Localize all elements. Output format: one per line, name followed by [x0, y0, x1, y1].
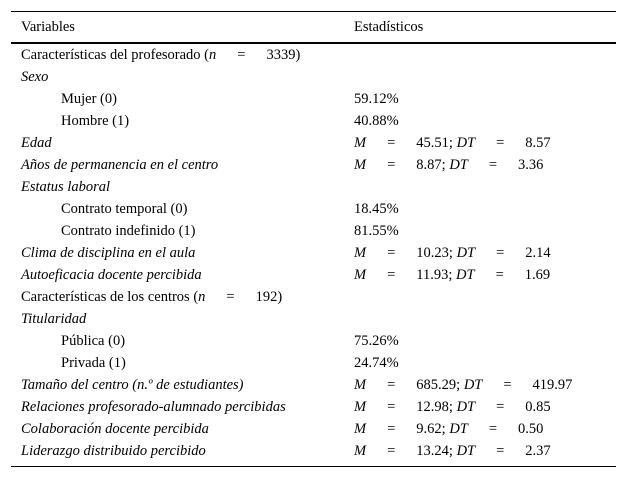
equals-sign: = — [503, 377, 512, 393]
table-row — [11, 88, 616, 110]
sd-symbol: DT — [449, 421, 468, 437]
mean-value: 45.51; — [416, 135, 453, 151]
mean-symbol: M — [354, 421, 367, 437]
row-label: Autoeficacia docente percibida — [21, 267, 202, 283]
row-label: Pública (0) — [61, 333, 126, 349]
sd-value: 419.97 — [532, 377, 573, 393]
sd-symbol: DT — [456, 135, 476, 151]
sd-symbol: DT — [456, 443, 476, 459]
table-bottom-rule — [11, 466, 616, 467]
sd-symbol: DT — [463, 377, 483, 393]
row-label: Contrato temporal (0) — [61, 201, 188, 217]
table-row — [11, 396, 616, 418]
table-row — [11, 264, 616, 286]
row-label: Relaciones profesorado-alumnado percibidas — [21, 399, 286, 415]
row-stat — [354, 264, 550, 286]
mean-symbol: M — [354, 377, 367, 393]
mean-value: 8.87; — [416, 157, 446, 173]
row-label: Privada (1) — [61, 355, 126, 371]
section-title-schools — [21, 286, 282, 308]
sd-value: 0.85 — [525, 399, 551, 415]
equals-sign: = — [387, 157, 396, 173]
row-value: 81.55% — [354, 223, 399, 239]
n-symbol: n — [198, 289, 206, 305]
sd-symbol: DT — [456, 267, 475, 283]
equals-sign: = — [496, 399, 505, 415]
equals-sign: = — [387, 399, 396, 415]
equals-sign: = — [387, 377, 396, 393]
close-paren: ) — [277, 289, 283, 305]
table-row — [11, 220, 616, 242]
sd-value: 3.36 — [518, 157, 544, 173]
table-row — [11, 308, 616, 330]
equals-sign: = — [496, 443, 505, 459]
row-label: Clima de disciplina en el aula — [21, 245, 196, 261]
row-value: 75.26% — [354, 333, 399, 349]
table-row — [11, 242, 616, 264]
row-stat — [354, 374, 572, 396]
row-label: Características de los centros ( — [21, 289, 199, 305]
table-row — [11, 198, 616, 220]
row-label: Mujer (0) — [61, 91, 117, 107]
sd-value: 1.69 — [524, 267, 551, 283]
equals-sign: = — [387, 421, 396, 437]
equals-sign: = — [488, 157, 498, 173]
equals-sign: = — [495, 267, 504, 283]
mean-symbol: M — [354, 157, 367, 173]
sd-value: 8.57 — [525, 135, 551, 151]
table-row — [11, 176, 616, 198]
table-row — [11, 110, 616, 132]
mean-symbol: M — [354, 399, 367, 415]
row-label: Contrato indefinido (1) — [61, 223, 196, 239]
row-label: Titularidad — [21, 311, 87, 327]
sample-size: 3339 — [266, 47, 296, 63]
row-value: 59.12% — [354, 91, 399, 107]
equals-sign: = — [226, 289, 235, 305]
table-row — [11, 66, 616, 88]
mean-symbol: M — [354, 135, 367, 151]
sd-value: 2.14 — [525, 245, 551, 261]
mean-value: 10.23; — [416, 245, 453, 261]
equals-sign: = — [387, 267, 396, 283]
row-label: Edad — [21, 135, 52, 151]
row-value: 40.88% — [354, 113, 399, 129]
mean-value: 12.98; — [416, 399, 453, 415]
row-stat — [354, 440, 551, 462]
row-label: Colaboración docente percibida — [21, 421, 209, 437]
row-stat — [354, 396, 551, 418]
row-label: Estatus laboral — [21, 179, 111, 195]
row-stat — [354, 132, 551, 154]
table-row — [11, 352, 616, 374]
row-stat — [354, 154, 543, 176]
equals-sign: = — [496, 245, 505, 261]
mean-value: 685.29; — [416, 377, 461, 393]
table-row — [11, 44, 616, 66]
row-stat — [354, 418, 543, 440]
equals-sign: = — [237, 47, 246, 63]
sd-symbol: DT — [456, 399, 476, 415]
sd-value: 2.37 — [525, 443, 551, 459]
n-symbol: n — [209, 47, 217, 63]
header-variables: Variables — [21, 19, 75, 35]
close-paren: ) — [295, 47, 301, 63]
sample-size: 192 — [255, 289, 278, 305]
mean-value: 9.62; — [416, 421, 446, 437]
table-row — [11, 440, 616, 462]
mean-symbol: M — [354, 245, 367, 261]
mean-symbol: M — [354, 267, 367, 283]
section-title-teachers — [21, 44, 300, 66]
table-row — [11, 330, 616, 352]
equals-sign: = — [387, 443, 396, 459]
table-row — [11, 132, 616, 154]
mean-value: 11.93; — [416, 267, 453, 283]
row-value: 18.45% — [354, 201, 399, 217]
table-row — [11, 286, 616, 308]
header-statistics: Estadísticos — [354, 19, 424, 35]
row-label: Sexo — [21, 69, 49, 85]
equals-sign: = — [387, 135, 396, 151]
table-row — [11, 418, 616, 440]
row-label: Características del profesorado ( — [21, 47, 210, 63]
table-header — [11, 16, 616, 38]
row-label: Años de permanencia en el centro — [21, 157, 219, 173]
row-stat — [354, 242, 551, 264]
table-row — [11, 154, 616, 176]
row-value: 24.74% — [354, 355, 399, 371]
mean-symbol: M — [354, 443, 367, 459]
equals-sign: = — [488, 421, 498, 437]
sd-symbol: DT — [449, 157, 468, 173]
row-label: Liderazgo distribuido percibido — [21, 443, 206, 459]
table-top-rule — [11, 11, 616, 12]
sd-symbol: DT — [456, 245, 476, 261]
mean-value: 13.24; — [416, 443, 453, 459]
row-label: Tamaño del centro (n.º de estudiantes) — [21, 377, 244, 393]
equals-sign: = — [387, 245, 396, 261]
equals-sign: = — [496, 135, 505, 151]
sd-value: 0.50 — [518, 421, 544, 437]
row-label: Hombre (1) — [61, 113, 130, 129]
table-row — [11, 374, 616, 396]
